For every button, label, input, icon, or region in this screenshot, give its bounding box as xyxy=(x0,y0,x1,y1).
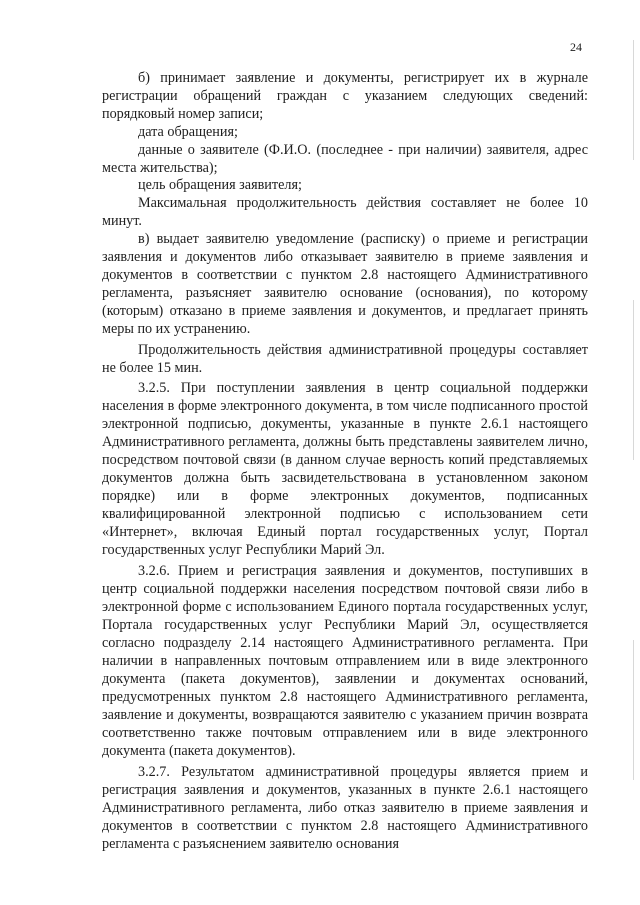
paragraph-3-2-5: 3.2.5. При поступлении заявления в центр социальной поддержки населения в форме электронного документа, в том числе подписанного простой электронной подписью, документы, указанные в пункте 2.6.1 настоящего Административного регламента, должны быть представлены заявителем лично, посредством почтовой связи (в данном случае верность копий представляемых документов должна быть засвидетельствована в установленном законом порядке) или в форме электронных документов, подписанных квалифицированной электронной подписью с использованием сети «Интернет», включая Единый портал государственных услуг, Портал государственных услуг Республики Марий Эл. xyxy=(102,380,588,558)
page-number: 24 xyxy=(570,40,582,54)
scan-edge-mark xyxy=(633,40,634,160)
paragraph-purpose: цель обращения заявителя; xyxy=(138,177,302,194)
scan-edge-mark xyxy=(633,640,634,780)
paragraph-date: дата обращения; xyxy=(138,123,238,140)
paragraph-v: в) выдает заявителю уведомление (расписку) о приеме и регистрации заявления и документов либо отказывает заявителю в приеме заявления и документов в соответствии с пунктом 2.8 настоящего Административного регламента, разъясняет заявителю основание (основания), по которому (которым) отказано в приеме заявления и документов, и предлагает принять меры по их устранению. xyxy=(102,231,588,337)
scan-edge-mark xyxy=(633,300,634,460)
paragraph-b: б) принимает заявление и документы, регистрирует их в журнале регистрации обращений граждан с указанием следующих сведений: порядковый номер записи; xyxy=(102,70,588,122)
paragraph-duration-10: Максимальная продолжительность действия составляет не более 10 минут. xyxy=(102,195,588,230)
paragraph-3-2-7: 3.2.7. Результатом административной процедуры является прием и регистрация заявления и документов, указанных в пункте 2.6.1 настоящего Административного регламента, либо отказ заявителю в приеме заявления и документов в соответствии с пунктом 2.8 настоящего Административного регламента с разъяснением заявителю основания xyxy=(102,764,588,853)
paragraph-3-2-6: 3.2.6. Прием и регистрация заявления и документов, поступивших в центр социальной поддержки населения посредством почтовой связи либо в электронной форме с использованием Единого портала государственных услуг, Портала государственных услуг Республики Марий Эл, осуществляется согласно подразделу 2.14 настоящего Административного регламента. При наличии в направленных почтовым отправлением или в виде электронного документа (пакета документов), заявлении и документах оснований, предусмотренных пунктом 2.8 настоящего Административного регламента, заявление и документы, возвращаются заявителю с указанием причин возврата соответственно также почтовым отправлением или в виде электронного документа (пакета документов). xyxy=(102,563,588,759)
paragraph-duration-15: Продолжительность действия административной процедуры составляет не более 15 мин. xyxy=(102,341,588,376)
paragraph-applicant-data: данные о заявителе (Ф.И.О. (последнее - при наличии) заявителя, адрес места жительства); xyxy=(102,141,588,176)
document-body xyxy=(102,70,588,854)
